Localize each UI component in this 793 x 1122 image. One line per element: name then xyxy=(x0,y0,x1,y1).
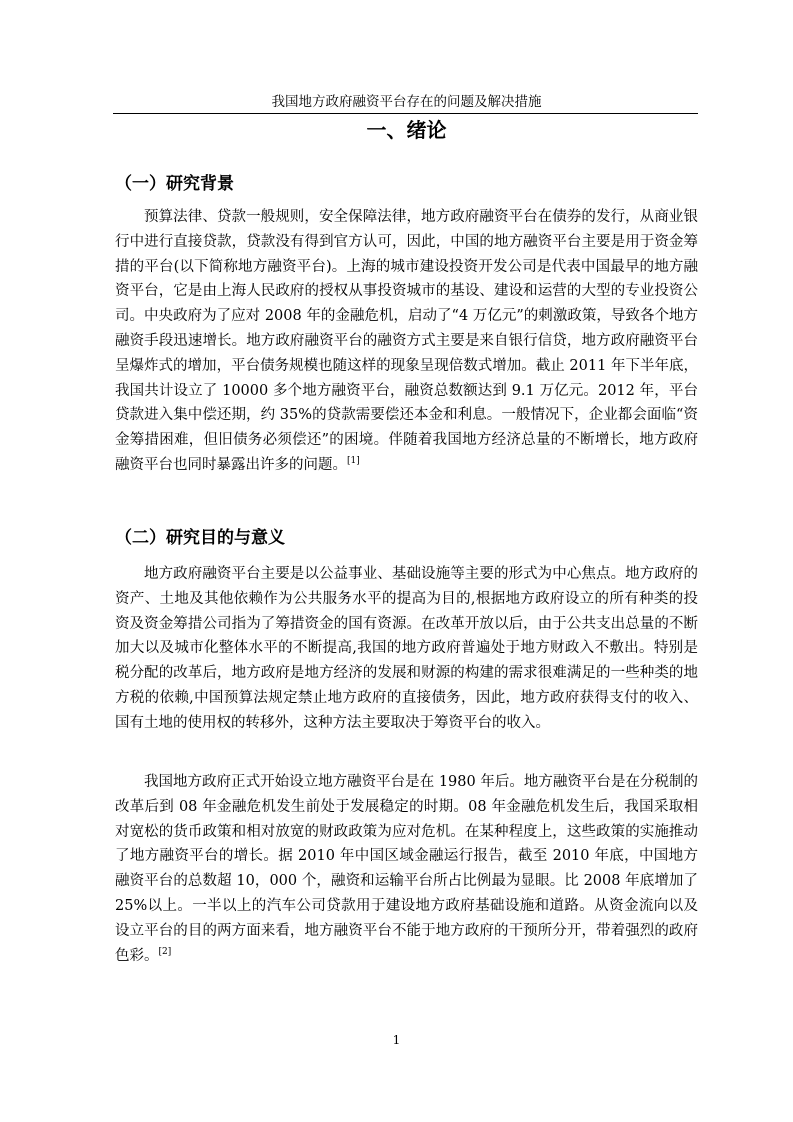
header-rule xyxy=(113,113,698,114)
paragraph-purpose-1 xyxy=(115,562,698,736)
page-number: 1 xyxy=(392,1033,401,1047)
chapter-title: 一、绪论 xyxy=(366,118,447,142)
paragraph-text: 我国地方政府正式开始设立地方融资平台是在 1980 年后。地方融资平台是在分税制的改革后到 08 年金融危机发生前处于发展稳定的时期。08 年金融危机发生后，我国采取相对宽松的货币政策和相对放宽的财政政策为应对危机。在某种程度上，这些政策的实施推动了地方融资平台的增长。据 2010 年中国区域金融运行报告，截至 2010 年底，中国地方融资平台的总数超 10，000 个，融资和运输平台所占比例最为显眼。比 2008 年底增加了 25%以上。一半以上的汽车公司贷款用于建设地方政府基础设施和道路。从资金流向以及设立平台的目的两方面来看，地方融资平台不能于地方政府的干预所分开，带着强烈的政府色彩。 xyxy=(115,774,698,964)
paragraph-purpose-2 xyxy=(115,770,698,968)
citation-marker: [2] xyxy=(158,946,172,957)
paragraph-text: 预算法律、贷款一般规则，安全保障法律，地方政府融资平台在债券的发行，从商业银行中进行直接贷款，贷款没有得到官方认可，因此，中国的地方融资平台主要是用于资金筹措的平台(以下简称地方融资平台)。上海的城市建设投资开发公司是代表中国最早的地方融资平台，它是由上海人民政府的授权从事投资城市的基设、建设和运营的大型的专业投资公司。中央政府为了应对 2008 年的金融危机，启动了“4 万亿元”的刺激政策，导致各个地方融资手段迅速增长。地方政府融资平台的融资方式主要是来自银行信贷，地方政府融资平台呈爆炸式的增加，平台债务规模也随这样的现象呈现倍数式增加。截止 2011 年下半年底，我国共计设立了 10000 多个地方融资平台，融资总数额达到 9.1 万亿元。2012 年，平台贷款进入集中偿还期，约 35%的贷款需要偿还本金和利息。一般情况下，企业都会面临“资金筹措困难，但旧债务必须偿还”的困境。伴随着我国地方经济总量的不断增长，地方政府融资平台也同时暴露出许多的问题。 xyxy=(115,209,698,473)
citation-marker: [1] xyxy=(347,456,360,467)
running-header: 我国地方政府融资平台存在的问题及解决措施 xyxy=(271,94,542,110)
section-title-purpose: （二）研究目的与意义 xyxy=(115,528,285,548)
paragraph-text: 地方政府融资平台主要是以公益事业、基础设施等主要的形式为中心焦点。地方政府的资产、土地及其他依赖作为公共服务水平的提高为目的,根据地方政府设立的所有种类的投资及资金筹措公司指为了筹措资金的国有资源。在改革开放以后，由于公共支出总量的不断加大以及城市化整体水平的不断提高,我国的地方政府普遍处于地方财政入不敷出。特别是税分配的改革后，地方政府是地方经济的发展和财源的构建的需求很难满足的一些种类的地方税的依赖,中国预算法规定禁止地方政府的直接债务，因此，地方政府获得支付的收入、国有土地的使用权的转移外，这种方法主要取决于筹资平台的收入。 xyxy=(115,566,698,731)
section-title-background: （一）研究背景 xyxy=(115,174,234,194)
paragraph-background xyxy=(115,205,698,478)
